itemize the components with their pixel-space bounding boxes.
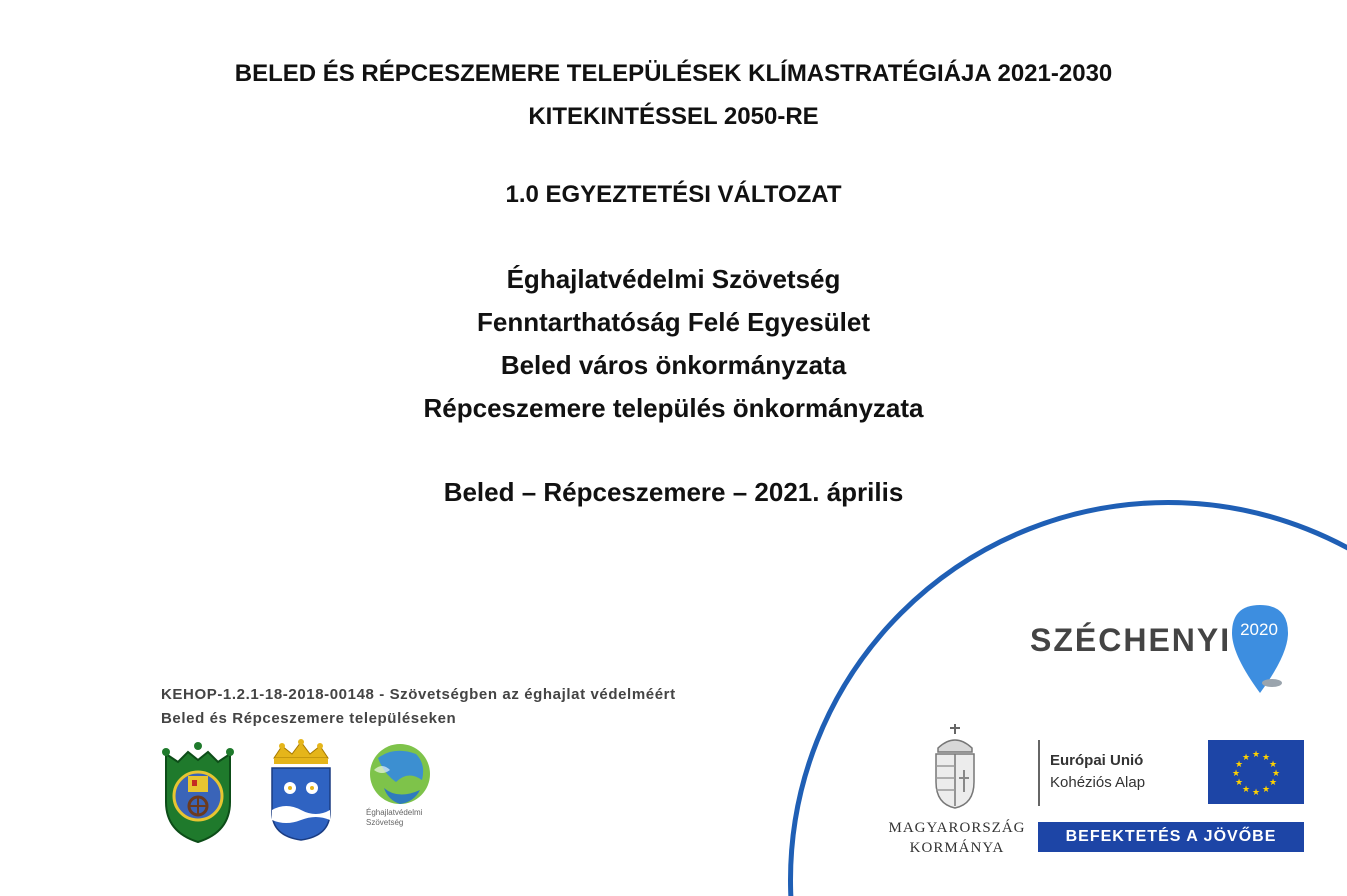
project-code: KEHOP-1.2.1-18-2018-00148 - Szövetségben az éghajlat védelméért [161, 686, 676, 703]
version-label: 1.0 EGYEZTETÉSI VÁLTOZAT [505, 181, 842, 208]
beled-coat-of-arms-icon [160, 740, 236, 844]
hungary-coat-of-arms-icon [928, 722, 982, 810]
svg-text:★: ★ [1271, 769, 1281, 779]
invest-banner: BEFEKTETÉS A JÖVŐBE [1038, 822, 1304, 852]
eu-name: Európai Unió [1050, 752, 1144, 769]
document-title [0, 52, 1347, 138]
government-wordmark: MAGYARORSZÁG KORMÁNYA [888, 820, 1026, 856]
organizations-list [0, 258, 1347, 430]
svg-text:★: ★ [1268, 778, 1278, 788]
svg-text:★: ★ [1261, 753, 1271, 763]
eu-divider [1038, 740, 1040, 806]
szechenyi-pin-icon [1230, 603, 1290, 695]
svg-text:★: ★ [1261, 785, 1271, 795]
szechenyi-wordmark: SZÉCHENYI [1030, 622, 1232, 658]
repceszemere-coat-of-arms-icon [266, 738, 336, 842]
svg-text:★: ★ [1234, 760, 1244, 770]
climate-alliance-caption: Éghajlatvédelmi Szövetség [366, 808, 423, 827]
title-line-2: KITEKINTÉSSEL 2050-RE [528, 103, 819, 130]
szechenyi-year: 2020 [1240, 620, 1278, 639]
organization-2: Fenntarthatóság Felé Egyesület [477, 307, 870, 337]
project-location: Beled és Répceszemere településeken [161, 710, 457, 727]
project-reference [161, 683, 676, 731]
svg-text:★: ★ [1241, 785, 1251, 795]
title-line-1: BELED ÉS RÉPCESZEMERE TELEPÜLÉSEK KLÍMASTRATÉGIÁJA 2021-2030 [234, 60, 1113, 87]
svg-text:★: ★ [1251, 788, 1261, 798]
eu-flag-icon [1208, 740, 1304, 804]
svg-text:★: ★ [1241, 753, 1251, 763]
place-and-date: Beled – Répceszemere – 2021. április [443, 477, 904, 507]
eu-fund-name: Kohéziós Alap [1050, 774, 1146, 791]
organization-1: Éghajlatvédelmi Szövetség [506, 264, 841, 294]
svg-text:★: ★ [1251, 750, 1261, 760]
organization-4: Répceszemere település önkormányzata [423, 393, 924, 423]
eu-stars-icon [1208, 740, 1304, 804]
svg-text:★: ★ [1231, 769, 1241, 779]
svg-text:★: ★ [1268, 760, 1278, 770]
organization-3: Beled város önkormányzata [500, 350, 847, 380]
svg-text:★: ★ [1234, 778, 1244, 788]
